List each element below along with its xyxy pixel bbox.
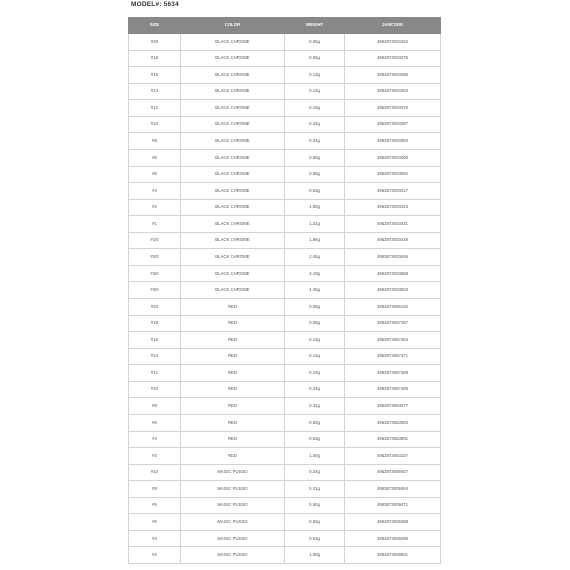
jancode-cell: 4953873003592	[345, 166, 441, 183]
size-cell: #8	[129, 133, 181, 150]
table-row	[129, 34, 441, 51]
size-cell: #16	[129, 67, 181, 84]
jancode-cell: 4953873063084	[345, 414, 441, 431]
color-cell: BLACK CHROME	[181, 116, 285, 133]
color-cell: MAGIC PUSSO	[181, 514, 285, 531]
size-cell: #3/0	[129, 265, 181, 282]
model-label: MODEL#: 5634	[131, 1, 179, 8]
weight-cell: 0.12g	[285, 332, 345, 349]
color-cell: BLACK CHROME	[181, 249, 285, 266]
color-cell: BLACK CHROME	[181, 67, 285, 84]
table-row	[129, 481, 441, 498]
size-cell: #12	[129, 365, 181, 382]
weight-cell: 0.50g	[285, 414, 345, 431]
color-cell: BLACK CHROME	[181, 183, 285, 200]
color-cell: BLACK CHROME	[181, 265, 285, 282]
table-row	[129, 497, 441, 514]
weight-cell: 3.10g	[285, 265, 345, 282]
color-cell: RED	[181, 398, 285, 415]
table-row	[129, 50, 441, 67]
table-row	[129, 133, 441, 150]
weight-cell: 0.31g	[285, 133, 345, 150]
weight-cell: 0.14g	[285, 83, 345, 100]
table-row	[129, 216, 441, 233]
table-row	[129, 116, 441, 133]
color-cell: BLACK CHROME	[181, 166, 285, 183]
weight-cell: 0.05g	[285, 299, 345, 316]
jancode-cell: 4953873009457	[345, 464, 441, 481]
table-row	[129, 547, 441, 564]
jancode-cell: 4953873003400	[345, 149, 441, 166]
table-row	[129, 315, 441, 332]
table-row	[129, 249, 441, 266]
weight-cell: 0.19g	[285, 365, 345, 382]
table-row	[129, 365, 441, 382]
size-cell: #4	[129, 183, 181, 200]
table-row	[129, 83, 441, 100]
jancode-cell: 4953873009495	[345, 530, 441, 547]
size-cell: #5	[129, 166, 181, 183]
size-cell: #5	[129, 514, 181, 531]
size-cell: #10	[129, 116, 181, 133]
table-row	[129, 414, 441, 431]
color-cell: RED	[181, 365, 285, 382]
table-row	[129, 282, 441, 299]
jancode-cell: 4953873009464	[345, 481, 441, 498]
color-cell: MAGIC PUSSO	[181, 497, 285, 514]
size-cell: #4	[129, 530, 181, 547]
size-cell: #14	[129, 348, 181, 365]
size-cell: #10	[129, 381, 181, 398]
jancode-cell: 4953873003688	[345, 265, 441, 282]
color-cell: MAGIC PUSSO	[181, 530, 285, 547]
column-header-color: COLOR	[181, 18, 285, 34]
jancode-cell: 4953873067464	[345, 332, 441, 349]
column-header-size: SIZE	[129, 18, 181, 34]
table-row	[129, 398, 441, 415]
weight-cell: 0.31g	[285, 398, 345, 415]
table-row	[129, 381, 441, 398]
color-cell: BLACK CHROME	[181, 83, 285, 100]
color-cell: BLACK CHROME	[181, 50, 285, 67]
color-cell: BLACK CHROME	[181, 100, 285, 117]
table-row	[129, 514, 441, 531]
jancode-cell: 4953873063077	[345, 398, 441, 415]
jancode-cell: 4953873009471	[345, 497, 441, 514]
table-row	[129, 149, 441, 166]
column-header-weight: WEIGHT	[285, 18, 345, 34]
size-cell: #8	[129, 481, 181, 498]
size-cell: #2	[129, 547, 181, 564]
jancode-cell: 4953873003431	[345, 216, 441, 233]
color-cell: BLACK CHROME	[181, 282, 285, 299]
weight-cell: 1.00g	[285, 547, 345, 564]
color-cell: BLACK CHROME	[181, 133, 285, 150]
table-row	[129, 183, 441, 200]
weight-cell: 0.56g	[285, 514, 345, 531]
weight-cell: 0.06g	[285, 315, 345, 332]
column-header-jancode: JANCODE	[345, 18, 441, 34]
color-cell: BLACK CHROME	[181, 199, 285, 216]
weight-cell: 0.56g	[285, 166, 345, 183]
color-cell: BLACK CHROME	[181, 216, 285, 233]
size-cell: #20	[129, 299, 181, 316]
weight-cell: 1.00g	[285, 199, 345, 216]
jancode-cell: 4953873003363	[345, 83, 441, 100]
jancode-cell: 4953873067457	[345, 315, 441, 332]
weight-cell: 0.50g	[285, 149, 345, 166]
size-cell: #2	[129, 199, 181, 216]
color-cell: RED	[181, 448, 285, 465]
jancode-cell: 4953873065192	[345, 299, 441, 316]
jancode-cell: 4953873003370	[345, 100, 441, 117]
color-cell: BLACK CHROME	[181, 232, 285, 249]
jancode-cell: 4953873003462	[345, 34, 441, 51]
jancode-cell: 4953873009488	[345, 514, 441, 531]
color-cell: RED	[181, 414, 285, 431]
weight-cell: 4.36g	[285, 282, 345, 299]
table-row	[129, 232, 441, 249]
weight-cell: 1.86g	[285, 232, 345, 249]
size-cell: #14	[129, 83, 181, 100]
size-cell: #4/0	[129, 282, 181, 299]
jancode-cell: 4953873003387	[345, 116, 441, 133]
color-cell: RED	[181, 348, 285, 365]
size-cell: #18	[129, 50, 181, 67]
jancode-cell: 4953873003455	[345, 249, 441, 266]
table-row	[129, 265, 441, 282]
jancode-cell: 4953873067471	[345, 348, 441, 365]
color-cell: RED	[181, 332, 285, 349]
table-row	[129, 67, 441, 84]
size-cell: #18	[129, 315, 181, 332]
table-row	[129, 332, 441, 349]
color-cell: BLACK CHROME	[181, 34, 285, 51]
jancode-cell: 4953873003486	[345, 67, 441, 84]
size-cell: #1	[129, 216, 181, 233]
weight-cell: 0.14g	[285, 348, 345, 365]
spec-table	[128, 17, 441, 564]
weight-cell: 0.05g	[285, 34, 345, 51]
jancode-cell: 4953873009501	[345, 547, 441, 564]
jancode-cell: 4953873003424	[345, 199, 441, 216]
jancode-cell: 4953873003448	[345, 232, 441, 249]
jancode-cell: 4953873063091	[345, 431, 441, 448]
size-cell: #8	[129, 398, 181, 415]
table-row	[129, 530, 441, 547]
weight-cell: 0.06g	[285, 50, 345, 67]
weight-cell: 0.63g	[285, 530, 345, 547]
jancode-cell: 4953873003394	[345, 133, 441, 150]
table-row	[129, 199, 441, 216]
weight-cell: 0.24g	[285, 116, 345, 133]
size-cell: #4	[129, 431, 181, 448]
color-cell: MAGIC PUSSO	[181, 547, 285, 564]
weight-cell: 1.00g	[285, 448, 345, 465]
size-cell: #10	[129, 464, 181, 481]
size-cell: #6	[129, 149, 181, 166]
jancode-cell: 4953873003603	[345, 282, 441, 299]
color-cell: MAGIC PUSSO	[181, 464, 285, 481]
jancode-cell: 4953873067488	[345, 365, 441, 382]
weight-cell: 0.31g	[285, 481, 345, 498]
jancode-cell: 4953873003417	[345, 183, 441, 200]
color-cell: RED	[181, 315, 285, 332]
weight-cell: 1.31g	[285, 216, 345, 233]
size-cell: #2/0	[129, 249, 181, 266]
color-cell: BLACK CHROME	[181, 149, 285, 166]
table-row	[129, 464, 441, 481]
jancode-cell: 4953873063107	[345, 448, 441, 465]
size-cell: #16	[129, 332, 181, 349]
weight-cell: 0.24g	[285, 381, 345, 398]
table-header-row	[129, 18, 441, 34]
color-cell: MAGIC PUSSO	[181, 481, 285, 498]
jancode-cell: 4953873067495	[345, 381, 441, 398]
table-row	[129, 100, 441, 117]
table-body	[129, 34, 441, 564]
weight-cell: 0.19g	[285, 100, 345, 117]
color-cell: RED	[181, 431, 285, 448]
color-cell: RED	[181, 299, 285, 316]
weight-cell: 0.63g	[285, 431, 345, 448]
weight-cell: 0.12g	[285, 67, 345, 84]
size-cell: #2	[129, 448, 181, 465]
size-cell: #6	[129, 497, 181, 514]
weight-cell: 0.63g	[285, 183, 345, 200]
table-row	[129, 166, 441, 183]
jancode-cell: 4953873003475	[345, 50, 441, 67]
table-row	[129, 431, 441, 448]
size-cell: #1/0	[129, 232, 181, 249]
weight-cell: 0.24g	[285, 464, 345, 481]
table-row	[129, 348, 441, 365]
table-row	[129, 448, 441, 465]
size-cell: #6	[129, 414, 181, 431]
size-cell: #12	[129, 100, 181, 117]
size-cell: #20	[129, 34, 181, 51]
color-cell: RED	[181, 381, 285, 398]
weight-cell: 0.50g	[285, 497, 345, 514]
weight-cell: 2.45g	[285, 249, 345, 266]
table-row	[129, 299, 441, 316]
